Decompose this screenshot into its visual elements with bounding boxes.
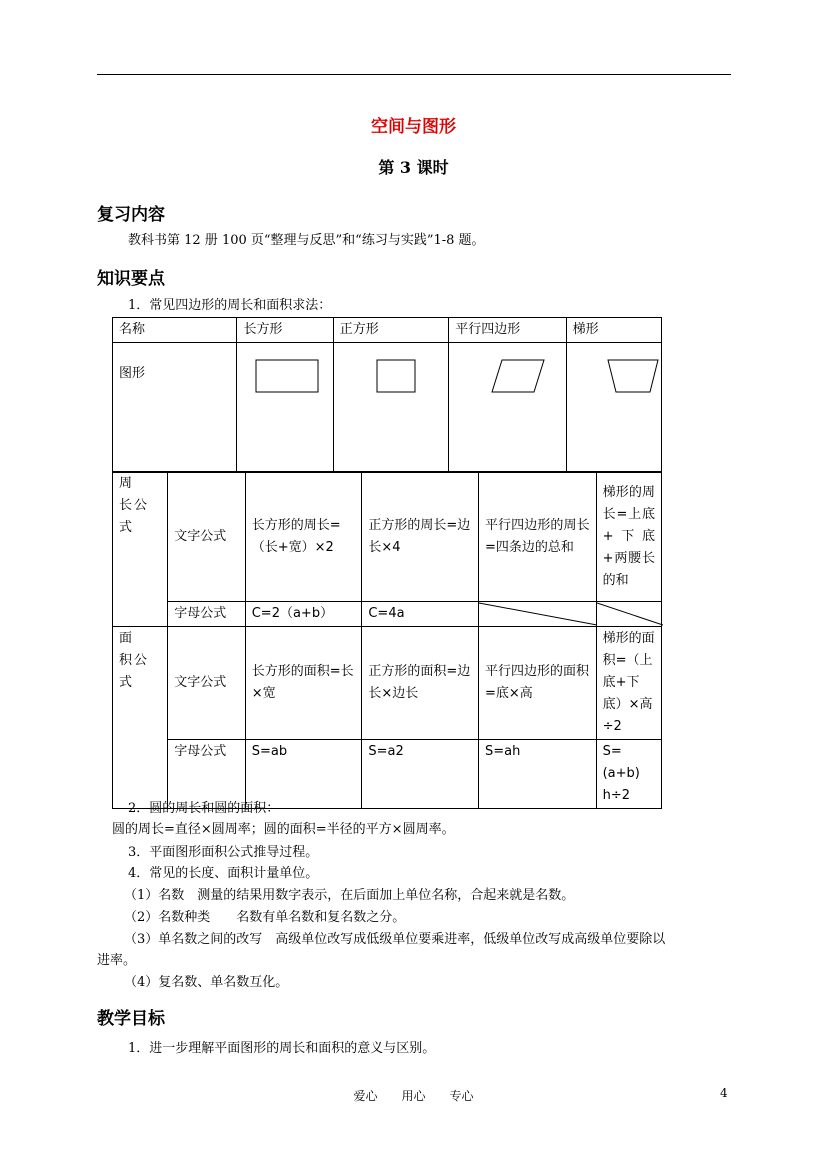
perimeter-text-rect: 长方形的周长=（长+宽）×2 <box>245 472 362 602</box>
parallelogram-shape <box>491 359 547 395</box>
item-3: 3．平面图形面积公式推导过程。 <box>128 845 319 860</box>
page-subtitle: 第 3 课时 <box>378 158 449 177</box>
area-letter-para: S=ah <box>478 740 596 809</box>
perimeter-text-para: 平行四边形的周长=四条边的总和 <box>478 472 596 602</box>
sub-2: （2）名数种类 名数有单名数和复名数之分。 <box>124 910 406 925</box>
page-title: 空间与图形 <box>371 117 456 137</box>
area-text-para: 平行四边形的面积=底×高 <box>478 627 596 740</box>
area-letter-square: S=a2 <box>362 740 479 809</box>
area-text-square: 正方形的面积=边长×边长 <box>362 627 479 740</box>
page-footer: 爱心 用心 专心 <box>353 1089 474 1103</box>
item-2b: 圆的周长=直径×圆周率；圆的面积=半径的平方×圆周率。 <box>112 822 455 837</box>
item-4: 4．常见的长度、面积计量单位。 <box>128 866 319 881</box>
rectangle-shape <box>255 359 321 395</box>
review-heading: 复习内容 <box>97 205 165 225</box>
header-name: 名称 <box>113 318 237 343</box>
sub-1: （1）名数 测量的结果用数字表示，在后面加上单位名称，合起来就是名数。 <box>124 888 575 903</box>
perimeter-letter-rect: C=2（a+b） <box>245 602 362 627</box>
trapezoid-cell <box>566 343 661 473</box>
area-text-trap: 梯形的面积=（上底+下底）×高÷2 <box>596 627 661 740</box>
sub-4: （4）复名数、单名数互化。 <box>124 975 289 990</box>
perimeter-letter-square: C=4a <box>362 602 479 627</box>
perimeter-letter-trap-empty <box>596 602 661 627</box>
area-text-label: 文字公式 <box>168 627 245 740</box>
formula-table <box>112 471 662 809</box>
perimeter-text-square: 正方形的周长=边长×4 <box>362 472 479 602</box>
review-text: 教科书第 12 册 100 页“整理与反思”和“练习与实践”1-8 题。 <box>128 233 485 248</box>
item-2: 2．圆的周长和圆的面积： <box>128 801 280 816</box>
header-rule <box>97 74 731 75</box>
area-label: 面 积公式 <box>113 627 168 809</box>
area-text-rect: 长方形的面积=长×宽 <box>245 627 362 740</box>
goal-heading: 教学目标 <box>97 1009 165 1029</box>
header-parallelogram: 平行四边形 <box>449 318 566 343</box>
perimeter-letter-para-empty <box>478 602 596 627</box>
diagonal-line <box>597 602 663 626</box>
perimeter-text-label: 文字公式 <box>168 472 245 602</box>
perimeter-text-trap: 梯形的周长=上底+下底+两腰长的和 <box>596 472 661 602</box>
knowledge-heading: 知识要点 <box>97 269 165 289</box>
header-rectangle: 长方形 <box>237 318 333 343</box>
header-square: 正方形 <box>333 318 448 343</box>
item-1: 1．常见四边形的周长和面积求法： <box>128 298 332 313</box>
area-letter-trap: S=(a+b) h÷2 <box>596 740 661 809</box>
header-trapezoid: 梯形 <box>566 318 661 343</box>
shape-row-label: 图形 <box>113 343 237 473</box>
square-shape <box>376 359 418 395</box>
area-letter-label: 字母公式 <box>168 740 245 809</box>
perimeter-label: 周 长公式 <box>113 472 168 627</box>
area-letter-rect: S=ab <box>245 740 362 809</box>
square-cell <box>333 343 448 473</box>
sub-3b: 进率。 <box>97 953 137 968</box>
perimeter-letter-label: 字母公式 <box>168 602 245 627</box>
sub-3a: （3）单名数之间的改写 高级单位改写成低级单位要乘进率，低级单位改写成高级单位要除以 <box>124 932 666 947</box>
trapezoid-shape <box>607 359 661 395</box>
diagonal-line <box>479 602 597 626</box>
page-number: 4 <box>720 1086 728 1100</box>
parallelogram-cell <box>449 343 566 473</box>
shapes-table <box>112 317 662 473</box>
rectangle-cell <box>237 343 333 473</box>
goal-1: 1．进一步理解平面图形的周长和面积的意义与区别。 <box>128 1041 436 1056</box>
